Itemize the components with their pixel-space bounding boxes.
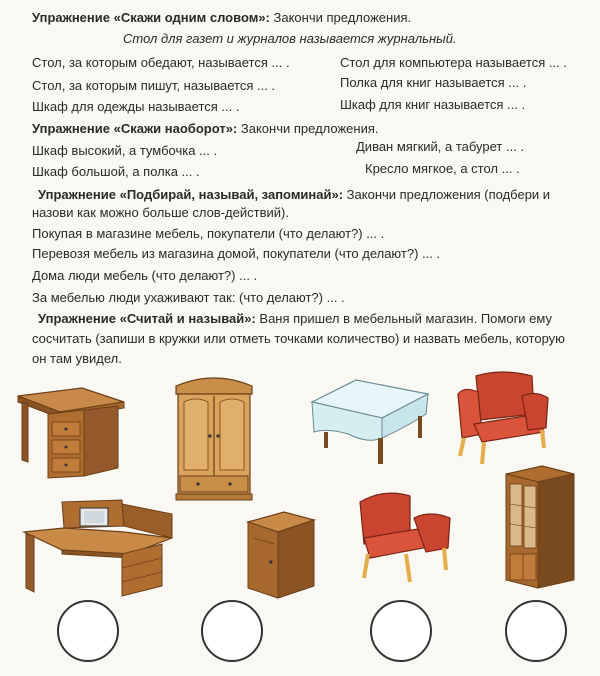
bookcase-illustration [502,464,578,594]
ex1-left-3: Шкаф для одежды называется ... . [32,99,240,114]
dining-table-illustration [308,374,432,474]
ex3-task-1: Закончи предложения (подбери и [343,187,551,202]
ex3-line-4: За мебелью люди ухаживают так: (что делают?) ... . [32,290,345,305]
ex4-task-3: он там увидел. [32,351,122,366]
ex1-heading [32,10,411,26]
ex3-line-3: Дома люди мебель (что делают?) ... . [32,268,258,283]
ex3-line-2: Перевозя мебель из магазина домой, покупатели (что делают?) ... . [32,246,441,261]
ex2-left-2: Шкаф большой, а полка ... . [32,164,200,179]
ex1-task: Закончи предложения. [269,10,412,25]
ex4-title: Упражнение «Считай и называй»: [38,311,256,326]
ex1-right-1: Стол для компьютера называется ... . [340,55,567,70]
ex3-title: Упражнение «Подбирай, называй, запоминай»: [38,187,344,202]
ex2-heading [32,121,378,137]
ex2-right-2: Кресло мягкое, а стол ... . [365,161,520,176]
armchair-illustration-2 [354,488,458,586]
count-circle-4[interactable] [505,600,567,662]
armchair-illustration-1 [452,368,552,468]
computer-desk-illustration [22,498,176,598]
ex2-task: Закончи предложения. [237,121,379,136]
ex4-task-2: сосчитать (запиши в кружки или отметь точками количество) и назвать мебель, которую [32,331,565,346]
desk-illustration [14,382,126,480]
ex2-left-1: Шкаф высокий, а тумбочка ... . [32,143,218,158]
count-circle-3[interactable] [370,600,432,662]
ex1-example: Стол для газет и журналов называется журнальный. [123,31,457,46]
ex1-title: Упражнение «Скажи одним словом»: [32,10,270,25]
ex1-right-3: Шкаф для книг называется ... . [340,97,526,112]
ex1-left-1: Стол, за которым обедают, называется ... . [32,55,290,70]
wardrobe-illustration [168,372,260,510]
ex1-right-2: Полка для книг называется ... . [340,75,527,90]
ex4-task-1: Ваня пришел в мебельный магазин. Помоги ему [255,311,552,326]
ex4-heading [38,311,552,327]
ex3-task-2: назови как можно больше слов-действий). [32,205,289,220]
ex2-right-1: Диван мягкий, а табурет ... . [356,139,525,154]
count-circle-2[interactable] [201,600,263,662]
ex2-title: Упражнение «Скажи наоборот»: [32,121,238,136]
count-circle-1[interactable] [57,600,119,662]
ex3-heading [38,187,550,203]
nightstand-illustration [244,506,316,602]
ex1-left-2: Стол, за которым пишут, называется ... . [32,78,276,93]
ex3-line-1: Покупая в магазине мебель, покупатели (что делают?) ... . [32,226,385,241]
